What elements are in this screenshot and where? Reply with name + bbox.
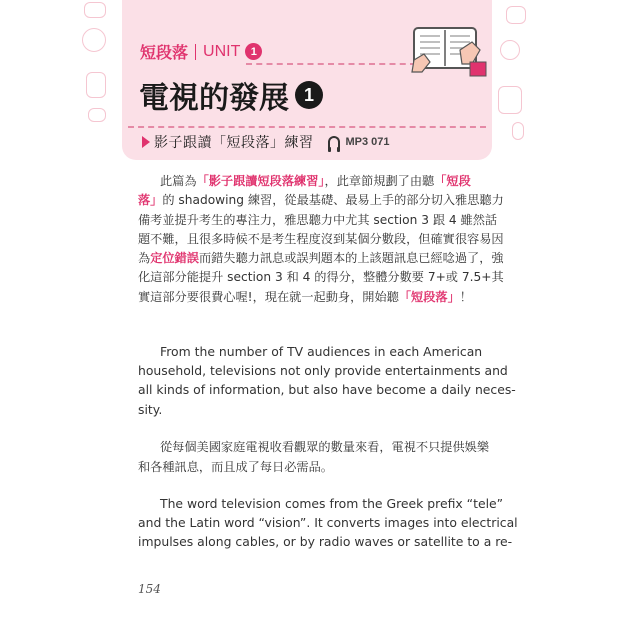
intro-line (138, 230, 504, 249)
intro-paragraph (138, 172, 504, 307)
passage-2-english (138, 494, 518, 552)
intro-text: 而錯失聽力訊息或誤判題本的上該題訊息已經唸過了，強 (198, 251, 504, 266)
title-number-badge: 1 (295, 81, 323, 109)
header-dashed-divider (246, 63, 416, 65)
left-doodle-icon (82, 28, 106, 52)
unit-row (140, 40, 262, 63)
passage-line: sity. (138, 401, 163, 417)
unit-divider (195, 44, 196, 60)
intro-text: 化這部分能提升 section 3 和 4 的得分，整體分數要 7+或 7.5+其 (138, 270, 504, 285)
intro-text: ！ (459, 289, 472, 304)
intro-line (138, 172, 483, 191)
practice-label: 影子跟讀「短段落」練習 (154, 135, 314, 151)
intro-text: 此篇為 (160, 174, 197, 188)
passage-line: 從每個美國家庭電視收看觀眾的數量來看，電視不只提供娛樂 (160, 440, 490, 454)
right-doodle-icon (506, 6, 526, 24)
intro-line (138, 211, 498, 230)
intro-line (138, 191, 504, 210)
left-doodle-icon (88, 108, 106, 122)
passage-line: From the number of TV audiences in each American (160, 344, 483, 359)
highlighted-phrase: 定位錯誤 (150, 251, 199, 266)
passage-line: all kinds of information, but also have become a daily neces- (138, 382, 516, 398)
left-doodle-icon (86, 72, 106, 98)
passage-line: household, televisions not only provide entertainments and (138, 363, 508, 379)
left-doodle-icon (84, 2, 106, 18)
shadowing-practice-bar (128, 126, 486, 156)
highlighted-phrase: 「短段落」 (398, 289, 460, 304)
reading-tablet-icon (410, 20, 490, 80)
intro-line (138, 249, 504, 268)
right-doodle-icon (512, 122, 524, 140)
unit-label: UNIT (203, 42, 241, 60)
intro-text: 備考並提升考生的專注力，雅思聽力中尤其 section 3 跟 4 雖然話 (138, 212, 498, 227)
page-title (139, 73, 323, 117)
headphone-icon (328, 136, 340, 148)
passage-line: The word television comes from the Greek prefix “tele” (160, 496, 504, 511)
passage-line: impulses along cables, or by radio waves or satellite to a re- (138, 534, 513, 550)
highlighted-phrase: 落」 (138, 193, 163, 208)
intro-text: 題不難，且很多時候不是考生程度沒到某個分數段，但確實很容易因 (138, 231, 504, 246)
intro-text: 為 (138, 251, 151, 266)
passage-1-english (138, 342, 516, 419)
page-number: 154 (138, 582, 161, 596)
intro-line (138, 268, 504, 287)
play-icon (142, 136, 150, 148)
unit-name: 短段落 (140, 43, 189, 62)
passage-line: and the Latin word “vision”. It converts images into electrical (138, 515, 518, 531)
highlighted-phrase: 「短段 (434, 174, 471, 188)
right-doodle-icon (498, 86, 522, 114)
passage-line: 和各種訊息，而且成了每日必需品。 (138, 459, 333, 474)
intro-text: 的 shadowing 練習，從最基礎、最易上手的部分切入雅思聽力 (162, 193, 504, 208)
intro-text: 實這部分要很費心喔!，現在就一起動身，開始聽 (138, 289, 399, 304)
intro-line (138, 288, 483, 307)
unit-number-badge: 1 (245, 43, 262, 60)
audio-track-label: MP3 071 (345, 136, 390, 148)
intro-text: ，此章節規劃了由聽 (324, 174, 435, 188)
passage-1-chinese (138, 438, 490, 477)
page-title-text: 電視的發展 (139, 81, 289, 116)
highlighted-phrase: 「影子跟讀短段落練習」 (196, 174, 325, 188)
right-doodle-icon (500, 40, 520, 60)
